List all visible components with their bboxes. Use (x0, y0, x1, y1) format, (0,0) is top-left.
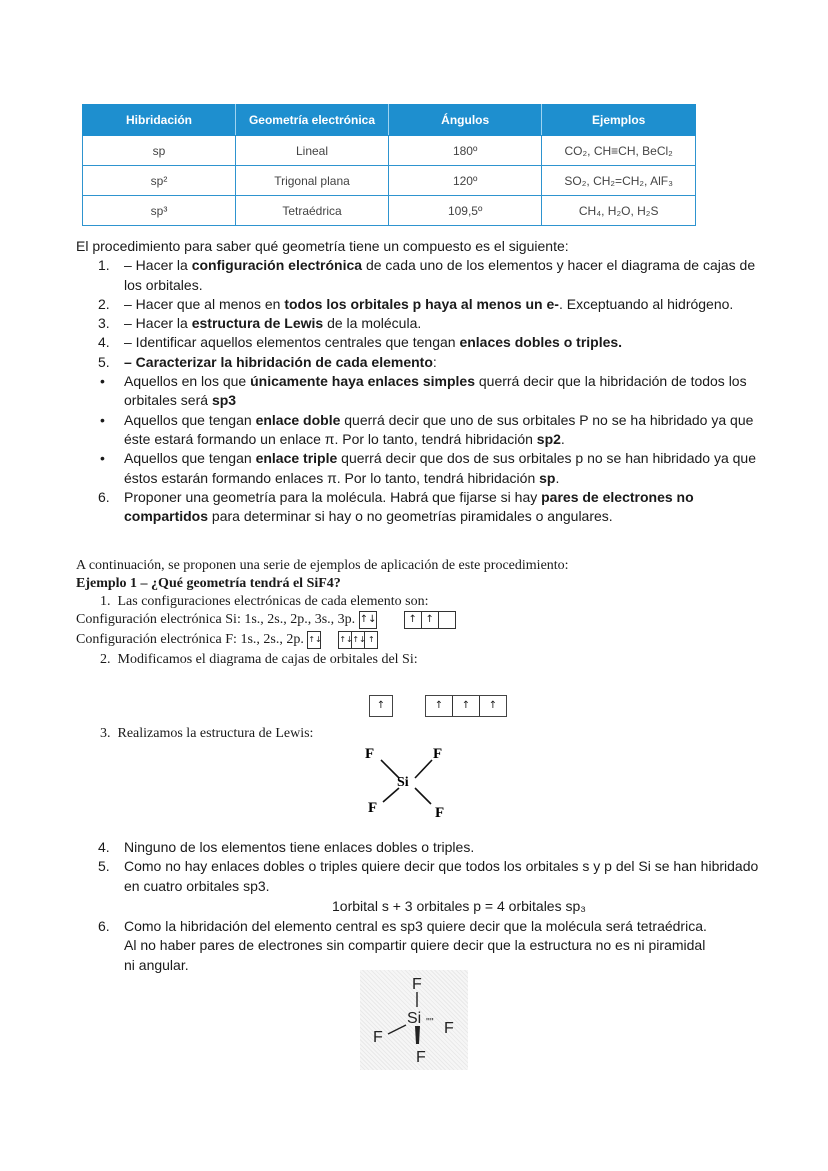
step-1 (76, 256, 766, 295)
step-text: Realizamos la estructura de Lewis: (117, 726, 314, 741)
step-number: 2. (100, 652, 111, 667)
cell-hyb: sp³ (83, 196, 236, 226)
example-step-3 (100, 726, 313, 742)
bullet-dot: • (100, 450, 105, 467)
step-text: – Identificar aquellos elementos centrales que tengan (124, 334, 460, 351)
step-text: . Exceptuando al hidrógeno. (558, 295, 734, 312)
step-number: 4. (98, 839, 110, 855)
example-title (76, 575, 766, 593)
orbital-box: ↑ (488, 700, 498, 711)
example-steps-4-6 (76, 838, 766, 975)
step-number: 1. (100, 594, 111, 609)
example-intro: A continuación, se proponen una serie de ejemplos de aplicación de este procedimiento: (76, 558, 569, 573)
config-f-line (76, 631, 766, 651)
bullet-bold: sp3 (211, 392, 237, 409)
step-text: – Hacer la (124, 315, 192, 332)
config-si-line (76, 611, 766, 631)
step-bold: pares de electrones no compartidos (124, 488, 694, 525)
f-2s-box (307, 631, 321, 649)
modified-orbital-diagram (369, 695, 507, 717)
bond-line (388, 1025, 406, 1034)
bullet-dot: • (100, 373, 105, 390)
bond-line (415, 760, 432, 778)
tetra-f-left: F (373, 1029, 383, 1046)
tetra-f-right: F (444, 1020, 454, 1037)
cell-examples: CH₄, H₂O, H₂S (542, 196, 696, 226)
lewis-f-bottomright: F (435, 805, 445, 821)
step-3 (76, 314, 766, 333)
cell-geom: Lineal (236, 136, 389, 166)
step-6 (76, 488, 766, 527)
lewis-si: Si (397, 775, 409, 790)
cell-examples: CO₂, CH≡CH, BeCl₂ (542, 136, 696, 166)
example-step-1 (76, 593, 766, 611)
example-title-text: Ejemplo 1 – ¿Qué geometría tendrá el SiF4? (76, 576, 341, 591)
config-si: Configuración electrónica Si: 1s., 2s., 2p., 3s., 3p. (76, 612, 356, 628)
step-bold: configuración electrónica (191, 257, 363, 274)
bullet-bold: únicamente haya enlaces simples (250, 373, 475, 390)
bond-line (383, 788, 399, 802)
table-row (83, 166, 696, 196)
table-row (83, 196, 696, 226)
example-step-6 (76, 917, 766, 975)
step-number: 5. (98, 858, 110, 875)
tetra-f-top: F (412, 976, 422, 993)
si-3s-box (359, 611, 377, 629)
step-number: 1. (98, 257, 110, 274)
bullet-text: querrá decir que uno de sus orbitales P no se ha hibridado ya que éste estará formando un enlace π. Por lo tanto, tendrá hibridación (124, 411, 754, 447)
cell-angle: 180º (388, 136, 541, 166)
bullet-dot: • (100, 411, 105, 428)
bullet-text: querrá decir que la hibridación de todos los orbitales será (124, 373, 747, 409)
bullet-3 (76, 449, 766, 488)
orbital-box: ↑ (367, 635, 375, 644)
step-text: Modificamos el diagrama de cajas de orbitales del Si: (117, 652, 418, 667)
tetra-si: Si (407, 1010, 422, 1027)
orbital-box: ↑↓ (352, 632, 365, 648)
orbital-box: ↑↓ (359, 614, 377, 625)
tetrahedral-structure-image (360, 970, 468, 1070)
hash-bond: '''' (426, 1017, 434, 1028)
step-bold: enlaces dobles o triples. (459, 334, 623, 351)
step-text: Como no hay enlaces dobles o triples quiere decir que todos los orbitales s y p del Si se han hibridado en cuatro orbitales sp3. (124, 858, 759, 894)
bullet-2 (76, 411, 766, 450)
bullet-bold: sp2 (536, 430, 561, 447)
bullet-1 (76, 372, 766, 411)
orbital-box: ↑ (426, 696, 453, 716)
cell-examples: SO₂, CH₂=CH₂, AlF₃ (542, 166, 696, 196)
header-hibridacion: Hibridación (83, 105, 236, 136)
cell-hyb: sp² (83, 166, 236, 196)
hybrid-p-box (425, 695, 507, 717)
step-5 (76, 353, 766, 372)
cell-angle: 109,5º (388, 196, 541, 226)
orbital-box: ↑ (405, 612, 422, 628)
step-4 (76, 333, 766, 352)
cell-hyb: sp (83, 136, 236, 166)
step-number: 6. (98, 488, 110, 505)
step-bold: estructura de Lewis (191, 315, 324, 332)
step-text: – Hacer que al menos en (124, 295, 285, 312)
step-number: 2. (98, 295, 110, 312)
step-number: 5. (98, 353, 110, 370)
header-geometria: Geometría electrónica (236, 105, 389, 136)
cell-angle: 120º (388, 166, 541, 196)
bullet-text: Aquellos que tengan (124, 411, 256, 428)
step-number: 3. (100, 726, 111, 741)
hybrid-s-box (369, 695, 393, 717)
step-number: 6. (98, 918, 110, 935)
wedge-bond (415, 1026, 420, 1044)
table-row (83, 136, 696, 166)
step-2 (76, 295, 766, 314)
bullet-bold: sp (539, 469, 556, 486)
bullet-text: querrá decir que dos de sus orbitales p no se han hibridado ya que éstos estarán formando enlaces π. Por lo tanto, tendrá hibridación (124, 450, 756, 486)
bullet-text: Aquellos en los que (124, 373, 251, 390)
orbital-box: ↑ (453, 696, 480, 716)
bullet-text: . (560, 430, 565, 447)
bullet-text: . (555, 469, 560, 486)
step-text: de la molécula. (323, 315, 422, 332)
step-number: 3. (98, 315, 110, 332)
example-step-2 (76, 651, 766, 669)
lewis-f-topleft: F (365, 746, 375, 762)
step-text: Las configuraciones electrónicas de cada elemento son: (117, 594, 429, 609)
lewis-f-topright: F (433, 746, 443, 762)
example-step-4 (76, 838, 766, 857)
step-text: para determinar si hay o no geometrías piramidales o angulares. (208, 508, 613, 525)
orbital-box: ↑ (376, 700, 386, 711)
step-text: : (432, 353, 437, 370)
procedure-section (76, 237, 766, 526)
config-f: Configuración electrónica F: 1s., 2s., 2p. (76, 632, 304, 648)
f-2p-box (338, 631, 378, 649)
hybridization-table (82, 104, 696, 226)
cell-geom: Trigonal plana (236, 166, 389, 196)
lewis-structure (355, 740, 465, 825)
orbital-box: ↑↓ (339, 632, 352, 648)
step-bold: – Caracterizar la hibridación de cada elemento (124, 353, 433, 370)
step-text: Proponer una geometría para la molécula. Habrá que fijarse si hay (124, 488, 542, 505)
step-text: de cada uno de los elementos y hacer el diagrama de cajas de los orbitales. (124, 257, 756, 293)
table-header-row (83, 105, 696, 136)
header-angulos: Ángulos (388, 105, 541, 136)
bullet-bold: enlace doble (255, 411, 341, 428)
lewis-f-bottomleft: F (368, 800, 378, 816)
tetra-f-bottom: F (416, 1049, 426, 1066)
bullet-text: Aquellos que tengan (124, 450, 256, 467)
example-step-5 (76, 857, 766, 896)
tetrahedral-structure (360, 970, 468, 1070)
si-3p-box (404, 611, 456, 629)
hybrid-formula: 1orbital s + 3 orbitales p = 4 orbitales sp₃ (332, 897, 586, 914)
example-section (76, 557, 766, 669)
header-ejemplos: Ejemplos (542, 105, 696, 136)
procedure-intro: El procedimiento para saber qué geometría tiene un compuesto es el siguiente: (76, 238, 569, 254)
step-text: Ninguno de los elementos tiene enlaces dobles o triples. (124, 839, 475, 855)
step-text: – Hacer la (124, 257, 192, 274)
cell-geom: Tetraédrica (236, 196, 389, 226)
orbital-box: ↑↓ (308, 635, 322, 644)
bond-line (415, 788, 431, 804)
orbital-box: ↑ (422, 612, 439, 628)
step-bold: todos los orbitales p haya al menos un e- (284, 295, 559, 312)
step-number: 4. (98, 334, 110, 351)
bullet-bold: enlace triple (255, 450, 338, 467)
step-text: Como la hibridación del elemento central es sp3 quiere decir que la molécula será tetraédrica. Al no haber pares de electrones sin compartir quiere decir que la estructura no es ni piramidal ni angular. (124, 918, 707, 973)
